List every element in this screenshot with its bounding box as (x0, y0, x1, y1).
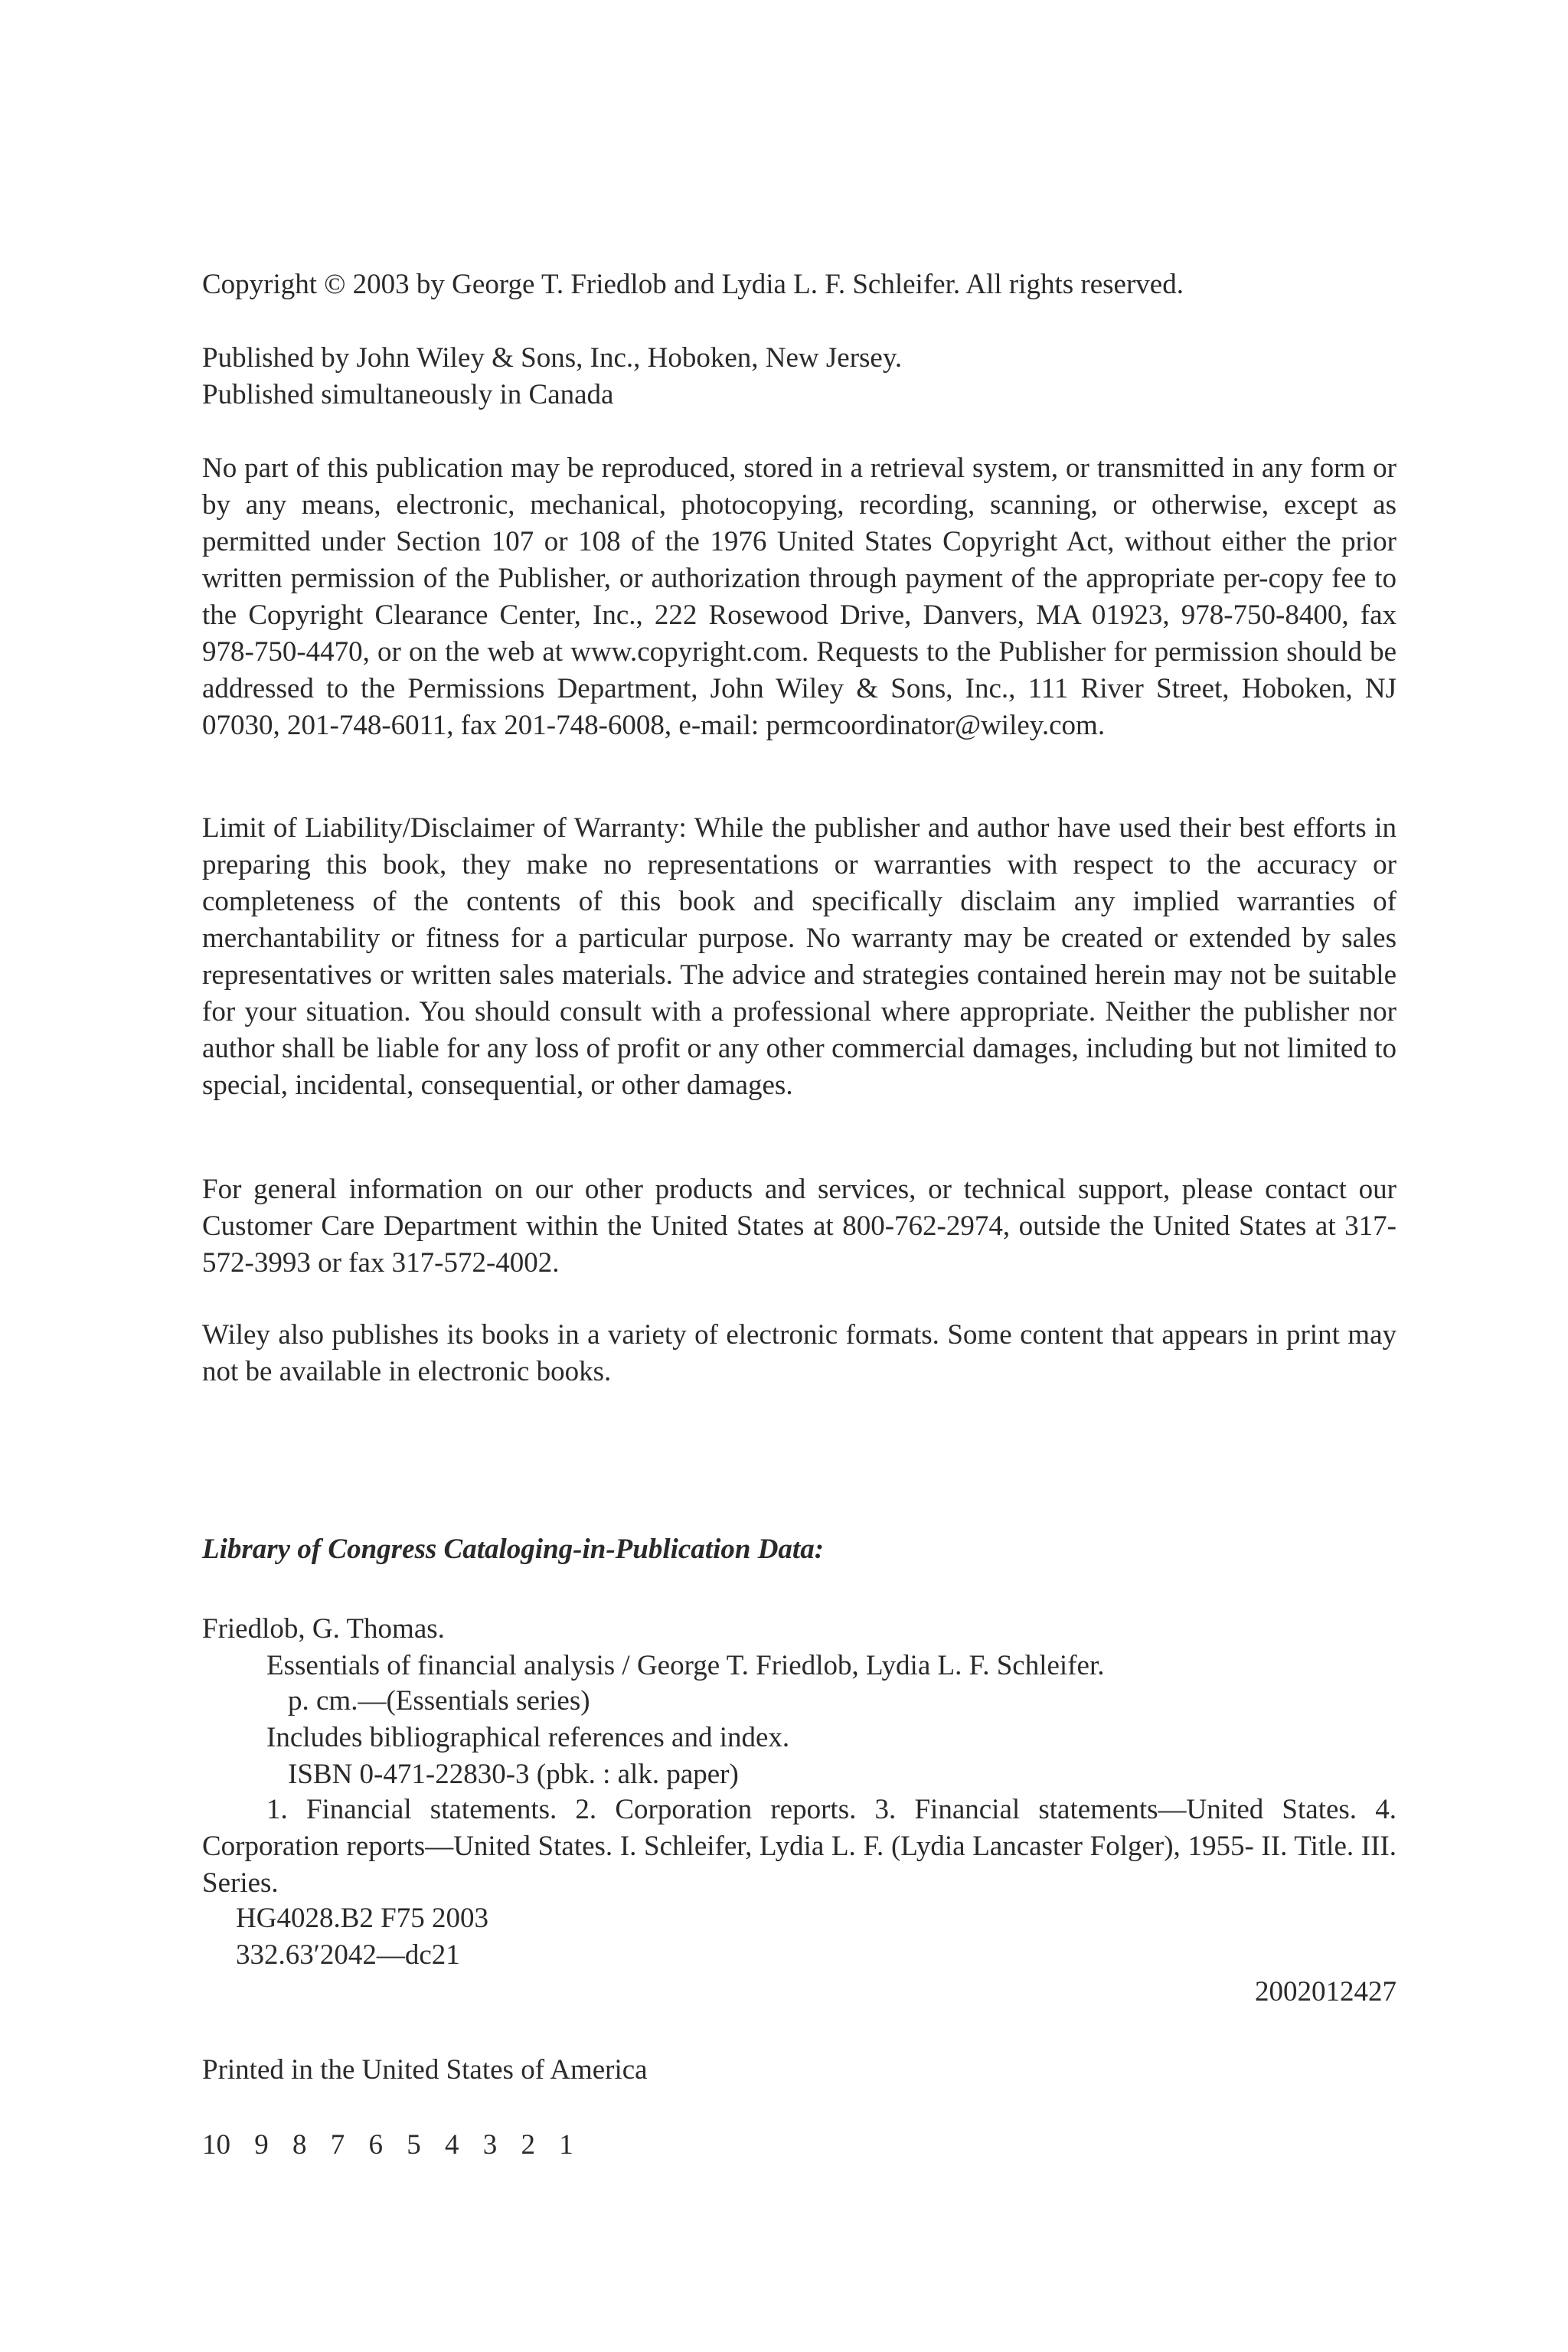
cip-dewey: 332.63′2042—dc21 (236, 1939, 460, 1971)
cip-pages: p. cm.—(Essentials series) (288, 1685, 590, 1717)
printing-number: 10 (202, 2129, 230, 2161)
cip-author: Friedlob, G. Thomas. (202, 1613, 445, 1645)
publisher-line: Published by John Wiley & Sons, Inc., Hoboken, New Jersey. (202, 342, 903, 374)
printing-number: 7 (330, 2129, 345, 2161)
liability-paragraph (202, 810, 1396, 1104)
printing-line-numbers (202, 2127, 590, 2164)
permissions-paragraph (202, 450, 1396, 744)
general-info-paragraph (202, 1171, 1396, 1282)
cip-title: Essentials of financial analysis / George T. Friedlob, Lydia L. F. Schleifer. (266, 1650, 1105, 1681)
cip-heading: Library of Congress Cataloging-in-Publication Data: (202, 1534, 825, 1565)
electronic-formats-text: Wiley also publishes its books in a variety of electronic formats. Some content that appears in print may not be available in electronic books. (202, 1319, 1396, 1387)
cip-control-number: 2002012427 (1255, 1976, 1396, 2007)
cip-subjects-text: 1. Financial statements. 2. Corporation reports. 3. Financial statements—United States. 4. Corporation reports—United States. I. Schleifer, Lydia L. F. (Lydia Lancaster Folger), 1955- II. Title. III. Series. (202, 1794, 1396, 1899)
permissions-text: No part of this publication may be reproduced, stored in a retrieval system, or transmitted in any form or by any means, electronic, mechanical, photocopying, recording, scanning, or otherwise, except as permitted under Section 107 or 108 of the 1976 United States Copyright Act, without either the prior written permission of the Publisher, or authorization through payment of the appropriate per-copy fee to the Copyright Clearance Center, Inc., 222 Rosewood Drive, Danvers, MA 01923, 978-750-8400, fax 978-750-4470, or on the web at www.copyright.com. Requests to the Publisher for permission should be addressed to the Permissions Department, John Wiley & Sons, Inc., 111 River Street, Hoboken, NJ 07030, 201-748-6011, fax 201-748-6008, e-mail: permcoordinator@wiley.com. (202, 452, 1396, 741)
cip-subjects (202, 1792, 1396, 1902)
printing-number: 4 (445, 2129, 459, 2161)
printed-in-line: Printed in the United States of America (202, 2054, 648, 2086)
printing-number: 5 (407, 2129, 421, 2161)
cip-isbn: ISBN 0-471-22830-3 (pbk. : alk. paper) (288, 1759, 739, 1790)
printing-number: 9 (254, 2129, 269, 2161)
copyright-notice: Copyright © 2003 by George T. Friedlob and Lydia L. F. Schleifer. All rights reserved. (202, 269, 1184, 300)
printing-number: 8 (292, 2129, 307, 2161)
printing-number: 6 (368, 2129, 383, 2161)
liability-text: Limit of Liability/Disclaimer of Warranty: While the publisher and author have used their best efforts in preparing this book, they make no representations or warranties with respect to the accuracy or completeness of the contents of this book and specifically disclaim any implied warranties of merchantability or fitness for a particular purpose. No warranty may be created or extended by sales representatives or written sales materials. The advice and strategies contained herein may not be suitable for your situation. You should consult with a professional where appropriate. Neither the publisher nor author shall be liable for any loss of profit or any other commercial damages, including but not limited to special, incidental, consequential, or other damages. (202, 812, 1396, 1101)
published-canada-line: Published simultaneously in Canada (202, 379, 614, 410)
printing-number: 1 (559, 2129, 573, 2161)
general-info-text: For general information on our other products and services, or technical support, please contact our Customer Care Department within the United States at 800-762-2974, outside the United States at 317-572-3993 or fax 317-572-4002. (202, 1174, 1396, 1279)
printing-number: 2 (521, 2129, 535, 2161)
copyright-page (202, 0, 1396, 2352)
cip-includes: Includes bibliographical references and index. (266, 1722, 790, 1753)
cip-lc-class: HG4028.B2 F75 2003 (236, 1903, 488, 1934)
printing-number: 3 (482, 2129, 498, 2161)
electronic-formats-paragraph (202, 1317, 1396, 1390)
